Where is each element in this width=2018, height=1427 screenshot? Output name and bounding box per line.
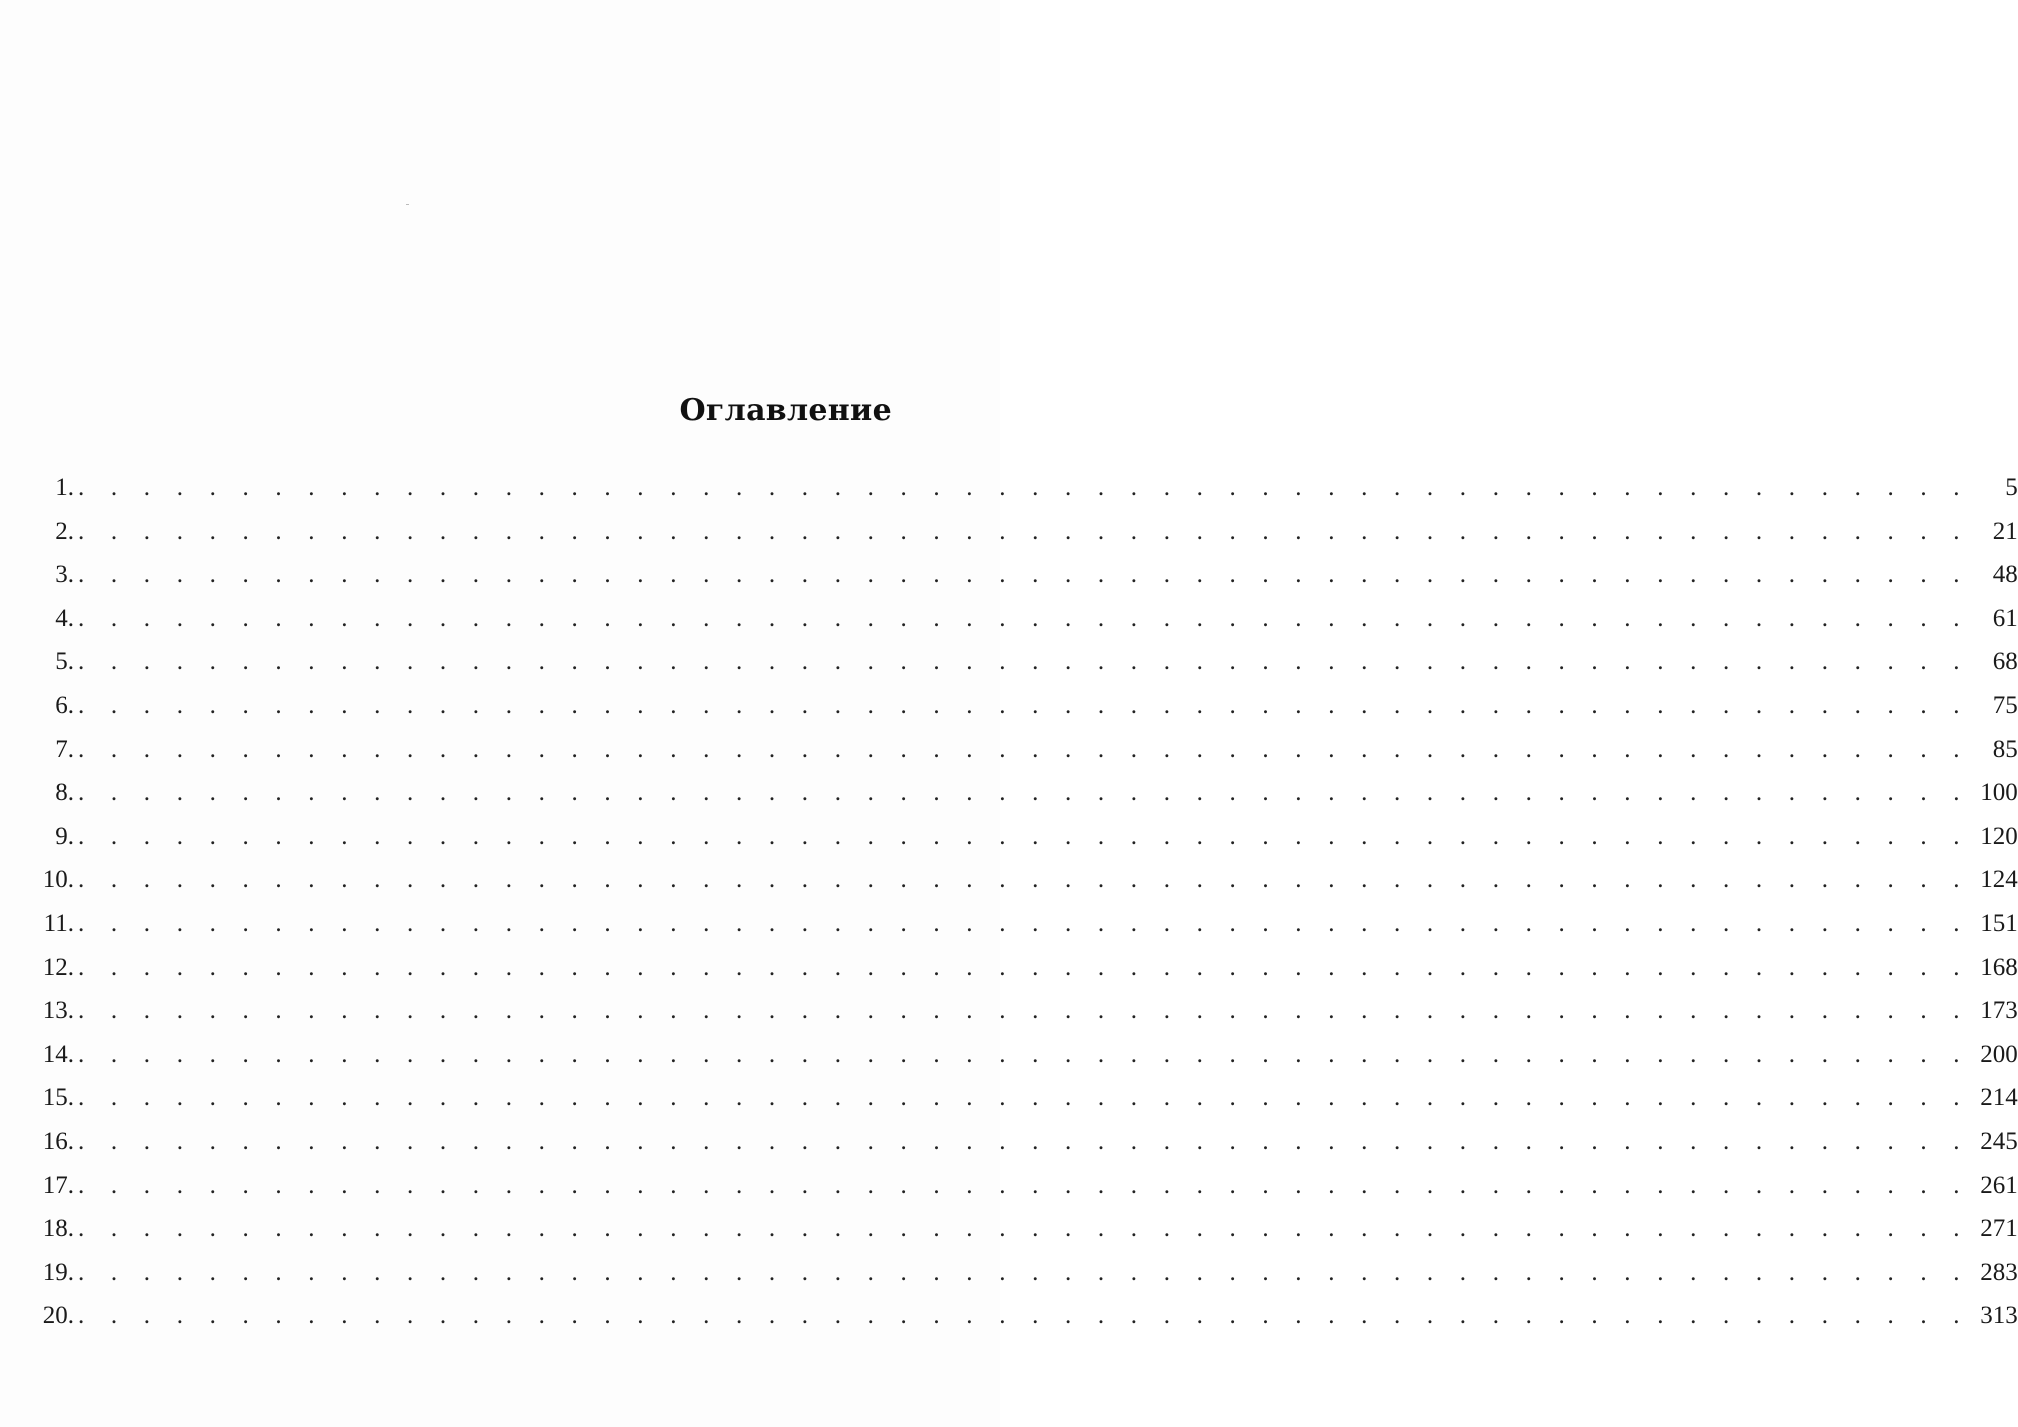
toc-entry-number: 20.: [42, 1302, 74, 1330]
toc-entry-number: 10.: [42, 866, 74, 894]
dot-leader: . . . . . . . . . . . . . . . . . . . . . . . . . . . . . . . . . . . . . . . . . . . . . . . . . . . . . . . . . .: [78, 474, 1970, 501]
toc-list: [34, 466, 2018, 1338]
toc-entry-number: 12.: [42, 953, 74, 981]
toc-entry: [34, 597, 2018, 641]
dot-leader: . . . . . . . . . . . . . . . . . . . . . . . . . . . . . . . . . . . . . . . . . . . . . . . . . . . . . . . . . .: [78, 953, 1970, 981]
toc-entry-number: 15.: [42, 1084, 74, 1112]
toc-entry: [34, 1164, 2018, 1208]
toc-entry-page: 61: [1992, 604, 2018, 632]
dot-leader: . . . . . . . . . . . . . . . . . . . . . . . . . . . . . . . . . . . . . . . . . . . . . . . . . . . . . . . . . .: [78, 648, 1970, 676]
toc-entry: [34, 1251, 2018, 1295]
dot-leader: . . . . . . . . . . . . . . . . . . . . . . . . . . . . . . . . . . . . . . . . . . . . . . . . . . . . . . . . . .: [78, 997, 1970, 1025]
toc-entry-number: 17.: [42, 1171, 74, 1199]
toc-entry-number: 4.: [55, 604, 74, 632]
toc-entry-number: 1.: [55, 474, 74, 501]
dot-leader: . . . . . . . . . . . . . . . . . . . . . . . . . . . . . . . . . . . . . . . . . . . . . . . . . . . . . . . . . .: [78, 691, 1970, 719]
dot-leader: . . . . . . . . . . . . . . . . . . . . . . . . . . . . . . . . . . . . . . . . . . . . . . . . . . . . . . . . . .: [78, 866, 1970, 894]
toc-entry-page: 75: [1992, 691, 2018, 719]
dot-leader: . . . . . . . . . . . . . . . . . . . . . . . . . . . . . . . . . . . . . . . . . . . . . . . . . . . . . . . . . .: [78, 735, 1970, 763]
toc-entry: [34, 510, 2018, 554]
toc-entry-page: 200: [1980, 1040, 2018, 1068]
dot-leader: . . . . . . . . . . . . . . . . . . . . . . . . . . . . . . . . . . . . . . . . . . . . . . . . . . . . . . . . . .: [78, 604, 1970, 632]
toc-entry-number: 7.: [55, 735, 74, 763]
toc-entry-page: 214: [1980, 1084, 2018, 1112]
toc-entry-number: 2.: [55, 517, 74, 545]
toc-entry: [34, 553, 2018, 597]
toc-title: Оглавление: [679, 393, 892, 428]
toc-entry-number: 6.: [55, 691, 74, 719]
toc-entry-page: 245: [1980, 1127, 2018, 1155]
toc-entry-page: 68: [1992, 648, 2018, 676]
toc-entry-number: 8.: [55, 779, 74, 807]
toc-entry: [34, 684, 2018, 728]
dot-leader: . . . . . . . . . . . . . . . . . . . . . . . . . . . . . . . . . . . . . . . . . . . . . . . . . . . . . . . . . .: [78, 822, 1970, 850]
toc-entry: [34, 771, 2018, 815]
toc-entry-page: 48: [1992, 561, 2018, 589]
toc-entry-page: 100: [1980, 779, 2018, 807]
toc-entry-page: 261: [1980, 1171, 2018, 1199]
toc-entry-page: 21: [1992, 517, 2018, 545]
toc-entry-page: 168: [1980, 953, 2018, 981]
dot-leader: . . . . . . . . . . . . . . . . . . . . . . . . . . . . . . . . . . . . . . . . . . . . . . . . . . . . . . . . . .: [78, 1258, 1970, 1286]
toc-entry-number: 14.: [42, 1040, 74, 1068]
scan-speck: [406, 204, 409, 205]
toc-entry-page: 313: [1980, 1302, 2018, 1330]
toc-entry: [34, 1076, 2018, 1120]
toc-entry-number: 19.: [42, 1258, 74, 1286]
toc-entry-page: 120: [1980, 822, 2018, 850]
toc-entry-page: 5: [2005, 474, 2018, 501]
dot-leader: . . . . . . . . . . . . . . . . . . . . . . . . . . . . . . . . . . . . . . . . . . . . . . . . . . . . . . . . . .: [78, 561, 1970, 589]
toc-entry: [34, 815, 2018, 859]
dot-leader: . . . . . . . . . . . . . . . . . . . . . . . . . . . . . . . . . . . . . . . . . . . . . . . . . . . . . . . . . .: [78, 1040, 1970, 1068]
toc-entry-page: 124: [1980, 866, 2018, 894]
dot-leader: . . . . . . . . . . . . . . . . . . . . . . . . . . . . . . . . . . . . . . . . . . . . . . . . . . . . . . . . . .: [78, 517, 1970, 545]
toc-entry: [34, 1207, 2018, 1251]
dot-leader: . . . . . . . . . . . . . . . . . . . . . . . . . . . . . . . . . . . . . . . . . . . . . . . . . . . . . . . . . .: [78, 1084, 1970, 1112]
toc-entry: [34, 858, 2018, 902]
toc-entry: [34, 946, 2018, 990]
toc-entry-number: 13.: [42, 997, 74, 1025]
toc-entry: [34, 466, 2018, 510]
toc-entry-page: 283: [1980, 1258, 2018, 1286]
toc-entry-number: 16.: [42, 1127, 74, 1155]
toc-entry-number: 3.: [55, 561, 74, 589]
toc-entry-page: 173: [1980, 997, 2018, 1025]
dot-leader: . . . . . . . . . . . . . . . . . . . . . . . . . . . . . . . . . . . . . . . . . . . . . . . . . . . . . . . . . .: [78, 1127, 1970, 1155]
toc-entry: [34, 989, 2018, 1033]
toc-entry: [34, 728, 2018, 772]
dot-leader: . . . . . . . . . . . . . . . . . . . . . . . . . . . . . . . . . . . . . . . . . . . . . . . . . . . . . . . . . .: [78, 779, 1970, 807]
toc-entry: [34, 1294, 2018, 1338]
dot-leader: . . . . . . . . . . . . . . . . . . . . . . . . . . . . . . . . . . . . . . . . . . . . . . . . . . . . . . . . . .: [78, 1215, 1970, 1243]
toc-entry-number: 18.: [42, 1215, 74, 1243]
dot-leader: . . . . . . . . . . . . . . . . . . . . . . . . . . . . . . . . . . . . . . . . . . . . . . . . . . . . . . . . . .: [78, 1302, 1970, 1330]
dot-leader: . . . . . . . . . . . . . . . . . . . . . . . . . . . . . . . . . . . . . . . . . . . . . . . . . . . . . . . . . .: [78, 1171, 1970, 1199]
toc-entry: [34, 1033, 2018, 1077]
toc-entry-number: 11.: [43, 909, 74, 937]
toc-entry: [34, 1120, 2018, 1164]
toc-entry-number: 9.: [55, 822, 74, 850]
toc-entry: [34, 902, 2018, 946]
toc-entry-page: 151: [1980, 909, 2018, 937]
dot-leader: . . . . . . . . . . . . . . . . . . . . . . . . . . . . . . . . . . . . . . . . . . . . . . . . . . . . . . . . . .: [78, 909, 1970, 937]
toc-entry-number: 5.: [55, 648, 74, 676]
toc-entry-page: 85: [1992, 735, 2018, 763]
toc-entry-page: 271: [1980, 1215, 2018, 1243]
toc-entry: [34, 640, 2018, 684]
